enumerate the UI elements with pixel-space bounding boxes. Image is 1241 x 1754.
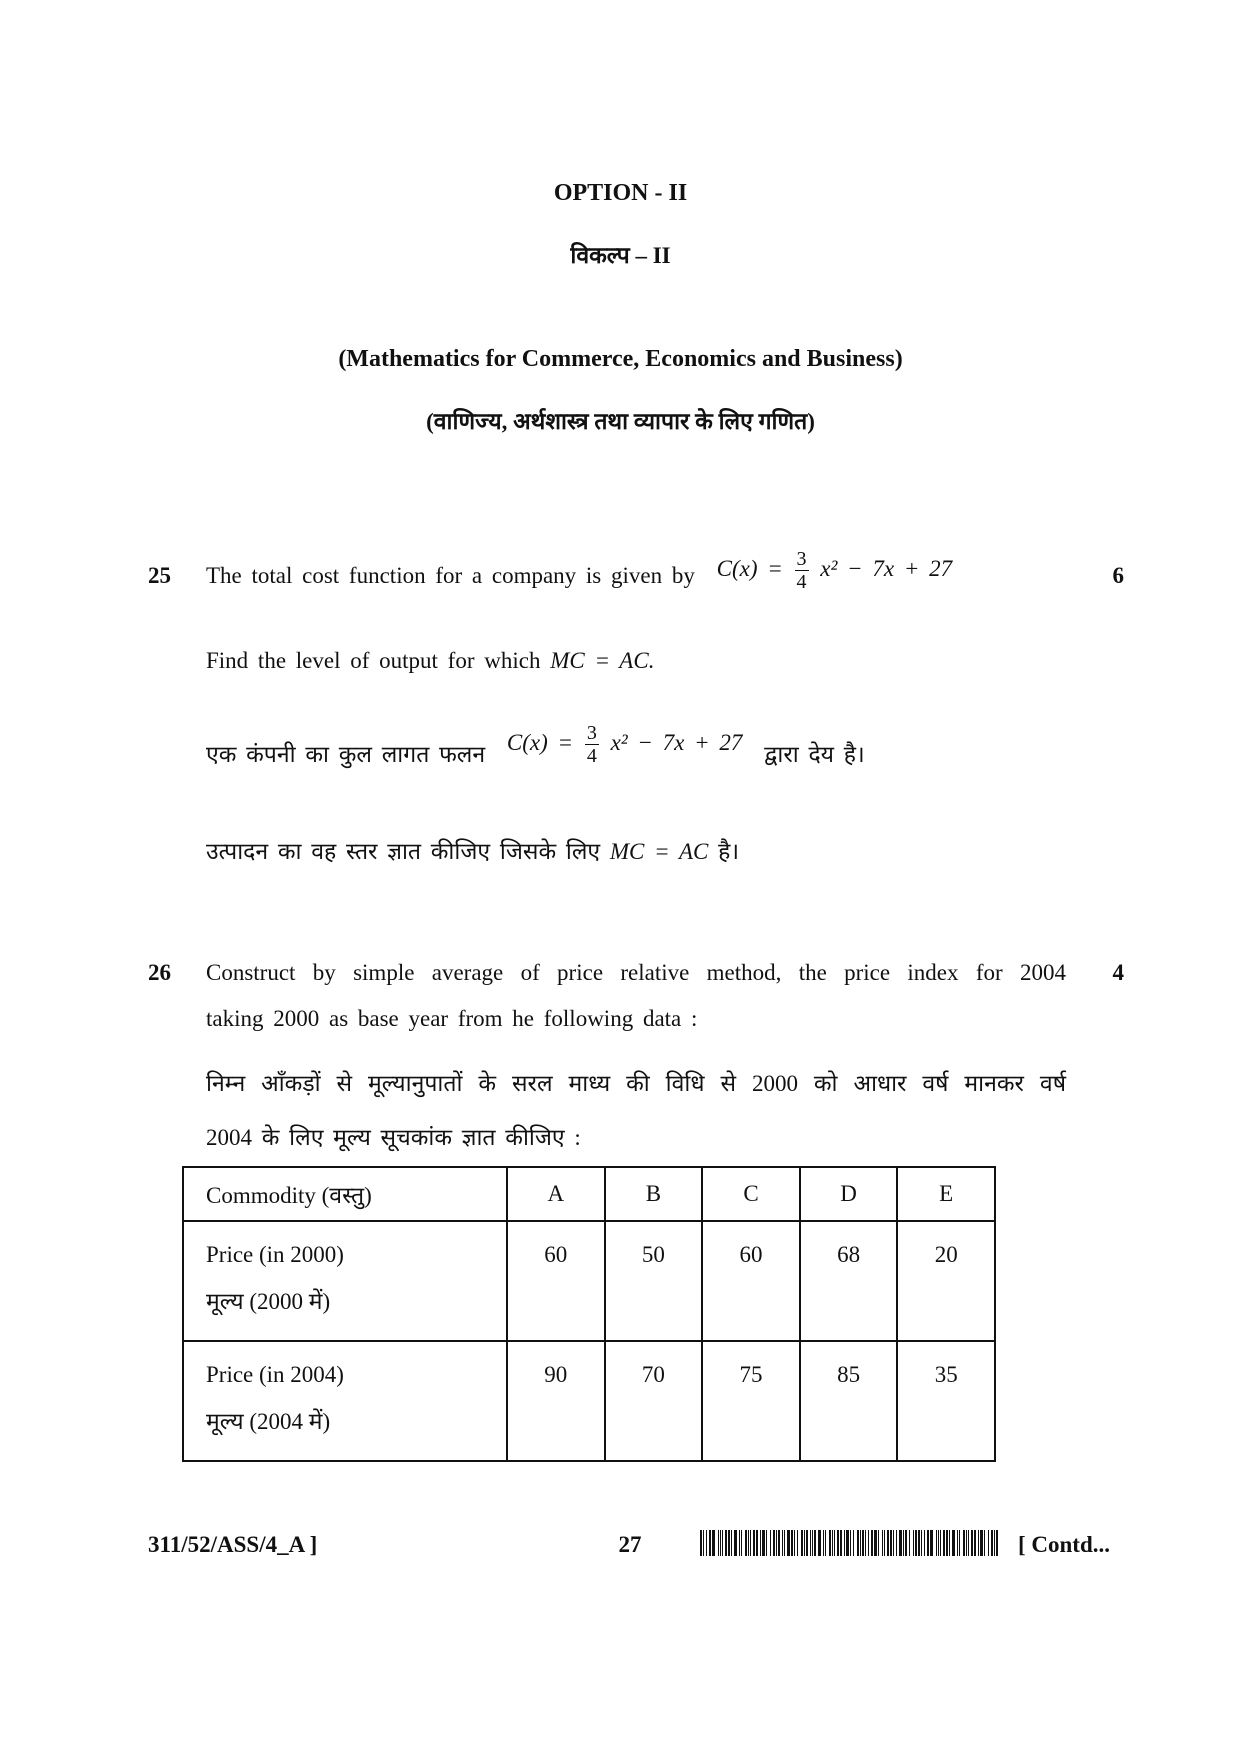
table-cell: 90 bbox=[507, 1341, 605, 1461]
q25-english-line1 bbox=[206, 548, 952, 593]
table-row bbox=[183, 1341, 995, 1461]
table-cell: 35 bbox=[897, 1341, 995, 1461]
table-cell: 85 bbox=[800, 1341, 898, 1461]
cost-function-formula: C(x) = $\frac{3}{4}$ x² − 7x + 27 bbox=[716, 548, 953, 593]
q25-hindi-line1: एक कंपनी का कुल लागत फलन C(x) = $\frac{3}{4}$ x² − 7x + 27 द्वारा देय है। bbox=[206, 722, 865, 767]
price-data-table bbox=[182, 1166, 996, 1462]
q26-english-line1: Construct by simple average of price relative method, the price index for 2004 bbox=[206, 960, 1066, 985]
table-header-cell: E bbox=[897, 1167, 995, 1221]
page-number: 27 bbox=[618, 1532, 642, 1557]
q26-hindi-line2: 2004 के लिए मूल्य सूचकांक ज्ञात कीजिए : bbox=[206, 1125, 581, 1150]
paper-code: 311/52/ASS/4_A ] bbox=[148, 1532, 318, 1557]
question-marks-25: 6 bbox=[1112, 563, 1124, 588]
table-header-row bbox=[183, 1167, 995, 1221]
cost-function-formula-hindi: C(x) = $\frac{3}{4}$ x² − 7x + 27 bbox=[506, 722, 743, 767]
question-marks-26: 4 bbox=[1112, 960, 1124, 985]
table-row-label: Price (in 2000) मूल्य (2000 में) bbox=[183, 1221, 507, 1341]
table-row bbox=[183, 1221, 995, 1341]
table-header-cell: B bbox=[605, 1167, 703, 1221]
q25-hindi-line2: उत्पादन का वह स्तर ज्ञात कीजिए जिसके लिए MC = AC है। bbox=[206, 839, 740, 864]
table-header-cell: A bbox=[507, 1167, 605, 1221]
option-heading-hindi: विकल्प – II bbox=[570, 243, 671, 268]
q25-english-line2: Find the level of output for which MC = AC. bbox=[206, 648, 655, 673]
table-header-cell: Commodity (वस्तु) bbox=[183, 1167, 507, 1221]
table-cell: 20 bbox=[897, 1221, 995, 1341]
subject-heading: (Mathematics for Commerce, Economics and Business) bbox=[338, 346, 903, 372]
table-cell: 60 bbox=[702, 1221, 800, 1341]
q25-english-text: The total cost function for a company is given by bbox=[206, 563, 695, 588]
q26-hindi-line1: निम्न आँकड़ों से मूल्यानुपातों के सरल माध्य की विधि से 2000 को आधार वर्ष मानकर वर्ष bbox=[206, 1071, 1066, 1096]
barcode bbox=[700, 1530, 1010, 1556]
table-header-cell: D bbox=[800, 1167, 898, 1221]
mc-ac-equation: MC = AC. bbox=[550, 648, 655, 673]
fraction: $\frac{3}{4}$ bbox=[796, 548, 807, 593]
table-row-label: Price (in 2004) मूल्य (2004 में) bbox=[183, 1341, 507, 1461]
subject-heading-hindi: (वाणिज्य, अर्थशास्त्र तथा व्यापार के लिए गणित) bbox=[426, 409, 815, 434]
table-cell: 75 bbox=[702, 1341, 800, 1461]
option-heading: OPTION - II bbox=[553, 180, 688, 206]
table-cell: 70 bbox=[605, 1341, 703, 1461]
q26-english-line2: taking 2000 as base year from he following data : bbox=[206, 1006, 698, 1031]
question-number-25: 25 bbox=[148, 563, 171, 588]
table-cell: 68 bbox=[800, 1221, 898, 1341]
table-header-cell: C bbox=[702, 1167, 800, 1221]
table-cell: 60 bbox=[507, 1221, 605, 1341]
question-number-26: 26 bbox=[148, 960, 171, 985]
fraction: $\frac{3}{4}$ bbox=[586, 722, 597, 767]
table-cell: 50 bbox=[605, 1221, 703, 1341]
continued-label: [ Contd... bbox=[1018, 1532, 1111, 1557]
